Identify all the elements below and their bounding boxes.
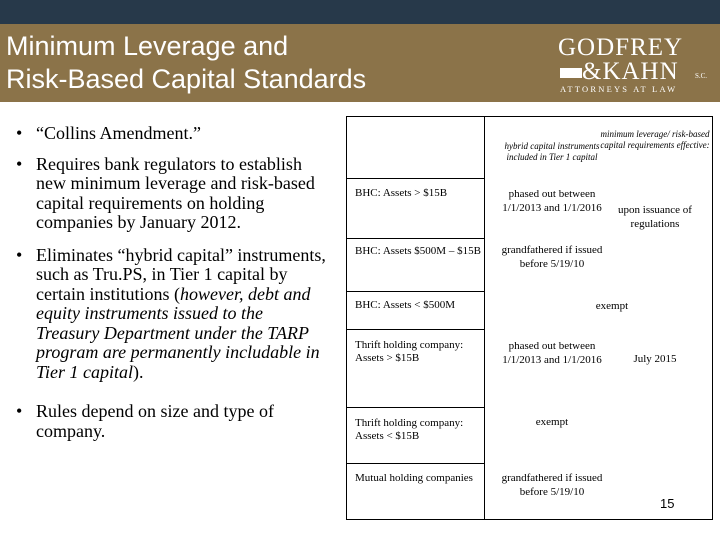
bullet-glyph: • xyxy=(16,401,23,421)
row-label: BHC: Assets > $15B xyxy=(355,187,448,199)
bullet-glyph: • xyxy=(16,153,23,174)
godfrey-kahn-logo xyxy=(548,32,708,94)
bullet-text-end: ). xyxy=(133,361,144,382)
bullet-glyph: • xyxy=(16,244,23,265)
row-hybrid-value: exempt xyxy=(535,416,569,428)
logo-line1: GODFREY xyxy=(558,34,684,61)
bullet-glyph: • xyxy=(16,123,23,143)
bullet-item xyxy=(16,402,328,441)
bullet-item xyxy=(16,246,328,383)
row-hybrid-value: grandfathered if issued before 5/19/10 xyxy=(501,472,603,498)
row-label: Mutual holding companies xyxy=(355,472,473,484)
row-divider xyxy=(347,178,484,179)
title-banner xyxy=(0,24,720,102)
row-label: Thrift holding company: Assets < $15B xyxy=(355,417,464,442)
table-header-effective-date: minimum leverage/ risk-based capital requirements effective: xyxy=(600,129,710,150)
top-bar xyxy=(0,0,720,24)
bullet-text: Rules depend on size and type of company. xyxy=(36,401,274,441)
bullet-text: “Collins Amendment.” xyxy=(36,123,201,143)
row-label: Thrift holding company: Assets > $15B xyxy=(355,339,464,364)
row-divider xyxy=(347,238,484,239)
bullet-list xyxy=(16,124,328,441)
page-number: 15 xyxy=(660,496,675,511)
slide-title xyxy=(6,30,366,96)
row-divider xyxy=(347,407,484,408)
row-hybrid-value: phased out between 1/1/2013 and 1/1/2016 xyxy=(502,340,602,366)
logo-suffix: S.C. xyxy=(695,72,708,80)
row-hybrid-value: phased out between 1/1/2013 and 1/1/2016 xyxy=(502,188,602,214)
bullet-text-italic: however, debt and equity instruments issued to the Treasury Department under the TARP program are permanently includable in Tier 1 capital xyxy=(36,283,320,382)
slide-title-line1: Minimum Leverage and xyxy=(6,31,289,61)
row-divider xyxy=(347,329,484,330)
logo-tagline: ATTORNEYS AT LAW xyxy=(560,84,678,94)
row-effective-value: upon issuance of regulations xyxy=(618,204,692,230)
row-label: BHC: Assets $500M – $15B xyxy=(355,245,481,257)
row-divider xyxy=(347,291,484,292)
bullet-item xyxy=(16,124,328,144)
table-header-hybrid-capital: hybrid capital instruments included in Tier 1 capital xyxy=(504,141,600,162)
capital-standards-table xyxy=(346,116,713,520)
logo-block-icon xyxy=(560,68,582,78)
row-exempt-span: exempt xyxy=(595,300,629,312)
logo-line2: &KAHN xyxy=(582,58,679,85)
table-divider xyxy=(484,117,485,519)
row-label: BHC: Assets < $500M xyxy=(355,299,456,311)
row-hybrid-value: grandfathered if issued before 5/19/10 xyxy=(501,244,603,270)
bullet-text: Requires bank regulators to establish new minimum leverage and risk-based capital requirements on holding companies by January 2012. xyxy=(36,153,315,232)
slide-title-line2: Risk-Based Capital Standards xyxy=(6,64,367,94)
row-divider xyxy=(347,463,484,464)
row-effective-value: July 2015 xyxy=(633,353,677,365)
bullet-text: Eliminates “hybrid capital” instruments, such as Tru.PS, in Tier 1 capital by certain institutions ( xyxy=(36,244,326,304)
bullet-item xyxy=(16,155,328,233)
